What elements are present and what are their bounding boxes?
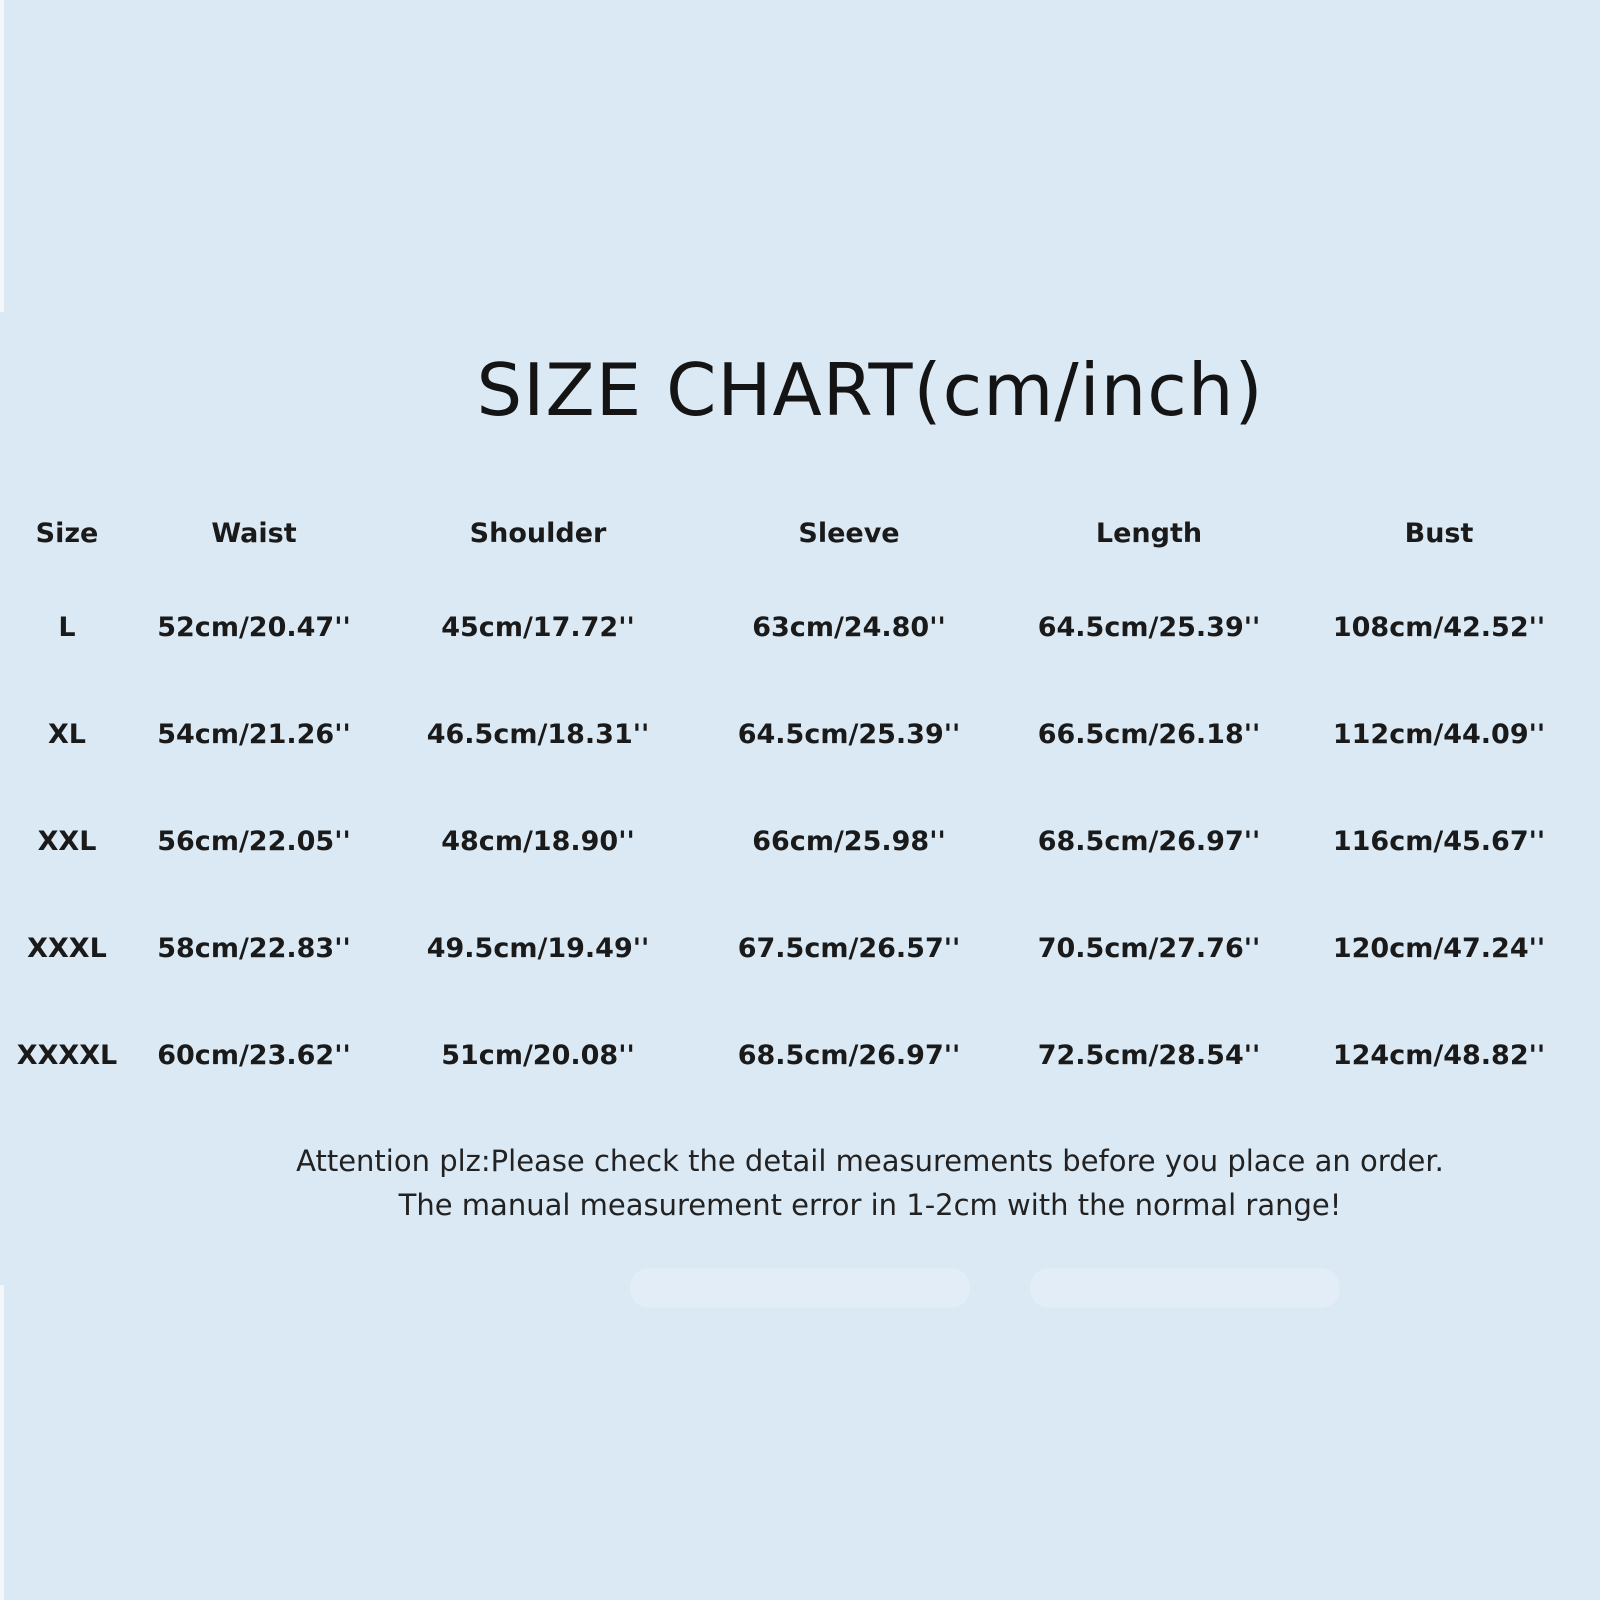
faint-band-right [1030, 1268, 1340, 1308]
left-edge-strip [0, 0, 4, 312]
table-row [8, 1002, 1584, 1109]
header-waist: Waist [211, 518, 297, 549]
header-sleeve: Sleeve [798, 518, 900, 549]
cell-bust: 120cm/47.24'' [1332, 933, 1546, 964]
cell-waist: 60cm/23.62'' [157, 1040, 351, 1071]
cell-length: 64.5cm/25.39'' [1037, 612, 1261, 643]
cell-waist: 56cm/22.05'' [157, 826, 351, 857]
table-row [8, 788, 1584, 895]
header-length: Length [1095, 518, 1203, 549]
table-row [8, 895, 1584, 1002]
cell-waist: 58cm/22.83'' [157, 933, 351, 964]
table-row [8, 574, 1584, 681]
cell-shoulder: 48cm/18.90'' [441, 826, 635, 857]
cell-shoulder: 49.5cm/19.49'' [426, 933, 650, 964]
faint-band-left [630, 1268, 970, 1308]
cell-waist: 54cm/21.26'' [157, 719, 351, 750]
cell-sleeve: 68.5cm/26.97'' [737, 1040, 961, 1071]
cell-size: XXXL [27, 933, 107, 964]
header-bust: Bust [1404, 518, 1474, 549]
cell-sleeve: 66cm/25.98'' [752, 826, 946, 857]
header-size: Size [35, 518, 99, 549]
cell-length: 68.5cm/26.97'' [1037, 826, 1261, 857]
cell-shoulder: 46.5cm/18.31'' [426, 719, 650, 750]
header-shoulder: Shoulder [469, 518, 607, 549]
attention-note: Attention plz:Please check the detail measurements before you place an order. [296, 1144, 1444, 1178]
cell-size: L [58, 612, 76, 643]
cell-sleeve: 63cm/24.80'' [752, 612, 946, 643]
cell-length: 72.5cm/28.54'' [1037, 1040, 1261, 1071]
table-row [8, 681, 1584, 788]
measurement-error-note: The manual measurement error in 1-2cm with the normal range! [398, 1188, 1342, 1222]
cell-waist: 52cm/20.47'' [157, 612, 351, 643]
cell-size: XL [47, 719, 87, 750]
cell-bust: 124cm/48.82'' [1332, 1040, 1546, 1071]
cell-size: XXXXL [16, 1040, 118, 1071]
cell-size: XXL [37, 826, 97, 857]
table-header-row [8, 500, 1584, 574]
cell-bust: 116cm/45.67'' [1332, 826, 1546, 857]
cell-sleeve: 67.5cm/26.57'' [737, 933, 961, 964]
cell-bust: 112cm/44.09'' [1332, 719, 1546, 750]
cell-length: 66.5cm/26.18'' [1037, 719, 1261, 750]
cell-shoulder: 51cm/20.08'' [441, 1040, 635, 1071]
cell-shoulder: 45cm/17.72'' [441, 612, 635, 643]
cell-bust: 108cm/42.52'' [1332, 612, 1546, 643]
left-edge-strip-lower [0, 1285, 4, 1600]
size-table [8, 500, 1584, 1109]
cell-sleeve: 64.5cm/25.39'' [737, 719, 961, 750]
cell-length: 70.5cm/27.76'' [1037, 933, 1261, 964]
page-title: SIZE CHART(cm/inch) [476, 348, 1264, 432]
